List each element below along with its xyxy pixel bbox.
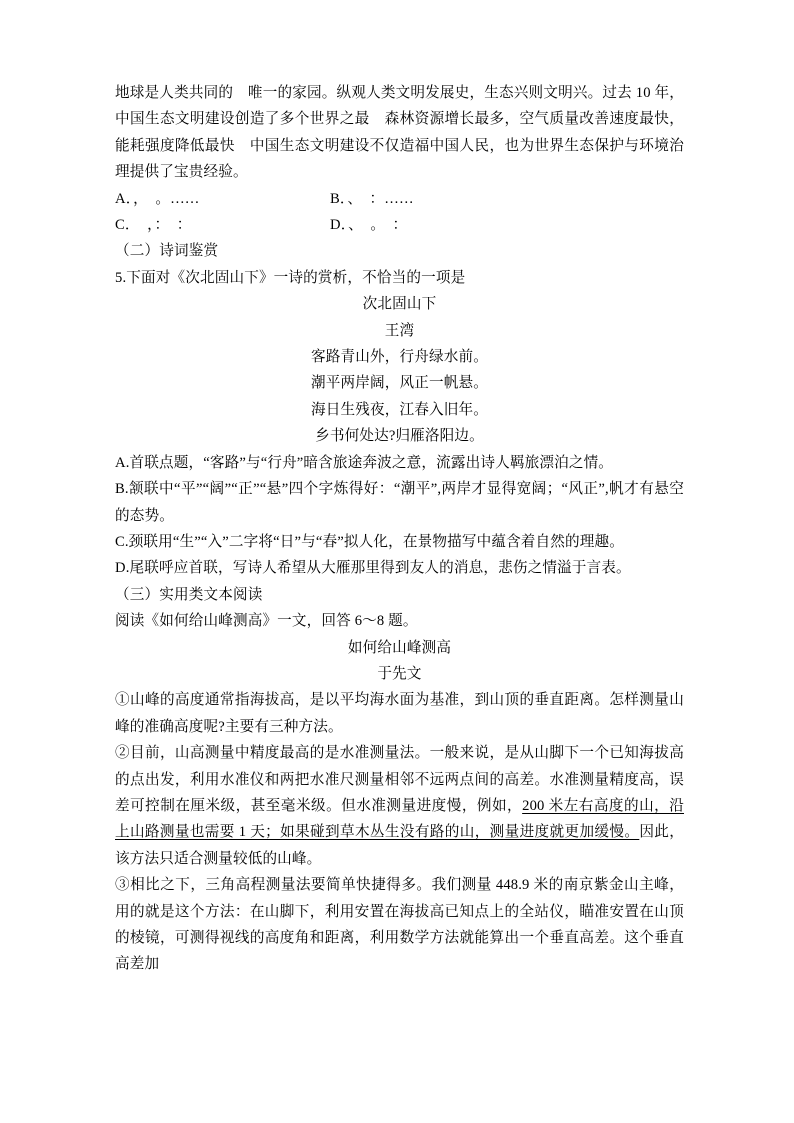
option-a[interactable]: A．， 。…… <box>115 190 200 207</box>
choice-c[interactable]: C.颈联用“生”“入”二字将“日”与“春”拟人化，在景物描写中蕴含着自然的理趣。 <box>115 533 625 550</box>
article-para-2-after: 因此，该方法只适合测量较低的山峰。 <box>115 824 684 867</box>
punctuation-options-row-1 <box>115 186 684 212</box>
option-c[interactable]: C． ，： ： <box>115 217 192 234</box>
choice-b[interactable]: B.颔联中“平”“阔”“正”“悬”四个字炼得好：“潮平”,两岸才显得宽阔；“风正”,帆才有悬空的态势。 <box>115 481 684 524</box>
section-heading-practical: （三）实用类文本阅读 <box>115 586 263 603</box>
intro-paragraph: 地球是人类共同的 唯一的家园。纵观人类文明发展史，生态兴则文明兴。过去 10 年，中国生态文明建设创造了多个世界之最 森林资源增长最多，空气质量改善速度最快，能耗强度降低最快 中国生态文明建设不仅造福中国人民，也为世界生态保护与环境治理提供了宝贵经验。 <box>115 85 684 181</box>
article-title: 如何给山峰测高 <box>347 639 452 656</box>
poem-line-3: 海日生残夜，江春入旧年。 <box>311 401 488 418</box>
reading-instruction: 阅读《如何给山峰测高》一文，回答 6～8 题。 <box>115 613 418 630</box>
section-heading-poetry: （二）诗词鉴赏 <box>115 243 219 260</box>
article-para-2-before: ②目前，山高测量中精度最高的是水准测量法。一般来说，是从山脚下一个已知海拔高的点出发，利用水准仪和两把水准尺测量相邻不远两点间的高差。水准测量精度高，误差可控制在厘米级，甚至毫米级。但水准测量进度慢，例如， <box>115 745 684 814</box>
article-para-3: ③相比之下，三角高程测量法要简单快捷得多。我们测量 448.9 米的南京紫金山主峰，用的就是这个方法：在山脚下，利用安置在海拔高已知点上的全站仪，瞄准安置在山顶的棱镜，可测得视线的高度角和距离，利用数学方法就能算出一个垂直高差。这个垂直高差加 <box>115 877 684 973</box>
option-b[interactable]: B．、 ：…… <box>330 190 414 207</box>
document-body <box>115 80 684 978</box>
article-para-2-underlined: 200 米左右高度的山，沿上山路测量也需要 1 天；如果碰到草木丛生没有路的山，测量进度就更加缓慢。 <box>115 797 684 841</box>
poem-line-4: 乡书何处达?归雁洛阳边。 <box>315 428 484 445</box>
poem-line-2: 潮平两岸阔，风正一帆悬。 <box>311 375 488 392</box>
poem-author: 王湾 <box>384 322 415 339</box>
question-5: 5.下面对《次北固山下》一诗的赏析，不恰当的一项是 <box>115 269 466 286</box>
option-d[interactable]: D．、 。 ： <box>330 217 408 234</box>
punctuation-options-row-2 <box>115 212 684 238</box>
choice-a[interactable]: A.首联点题，“客路”与“行舟”暗含旅途奔波之意，流露出诗人羁旅漂泊之情。 <box>115 454 614 471</box>
article-para-2 <box>115 740 684 872</box>
choice-d[interactable]: D.尾联呼应首联，写诗人希望从大雁那里得到友人的消息，悲伤之情溢于言表。 <box>115 560 631 577</box>
article-para-1: ①山峰的高度通常指海拔高，是以平均海水面为基准，到山顶的垂直距离。怎样测量山峰的准确高度呢?主要有三种方法。 <box>115 692 684 735</box>
poem-title: 次北固山下 <box>362 296 437 313</box>
poem-line-1: 客路青山外，行舟绿水前。 <box>311 349 488 366</box>
article-author: 于先文 <box>377 665 422 682</box>
